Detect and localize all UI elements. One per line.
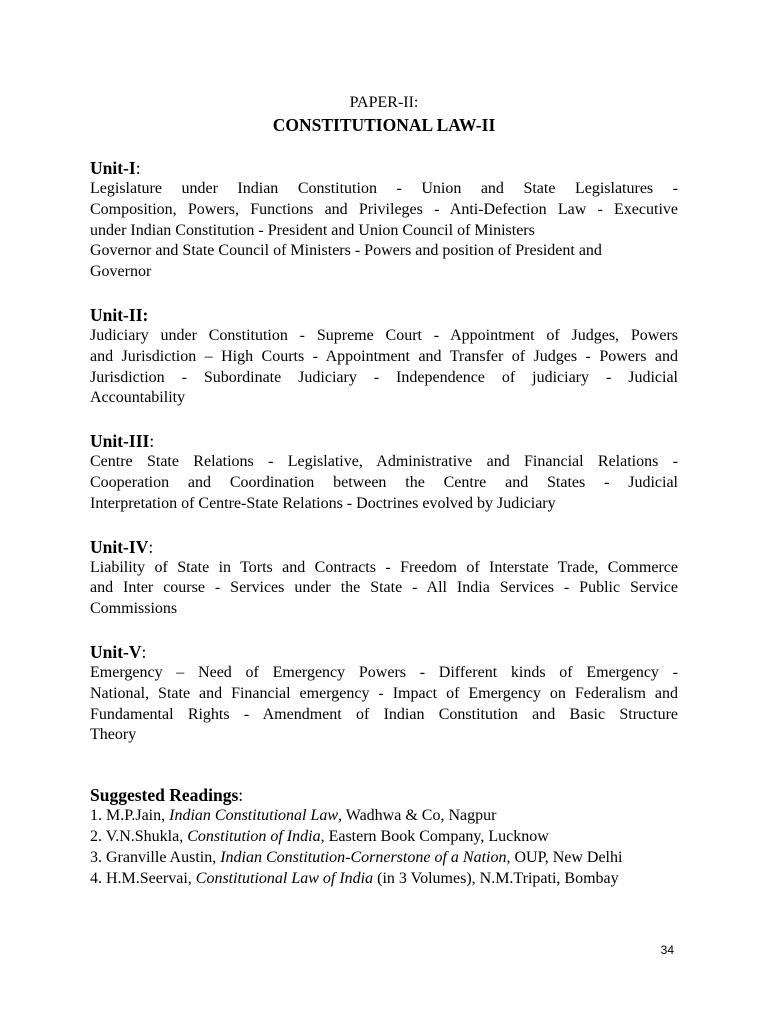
reading-item <box>90 869 678 890</box>
reading-author: H.M.Seervai, <box>106 869 192 887</box>
unit-body-line: under Indian Constitution - President and Union Council of Ministers <box>90 221 535 239</box>
readings-heading <box>90 784 678 806</box>
unit-body-line: Governor <box>90 263 152 281</box>
unit-body <box>90 558 678 620</box>
unit-body-line: Cooperation and Coordination between the Centre and States - Judicial <box>90 473 678 491</box>
unit-title-suffix: : <box>141 641 147 662</box>
reading-item <box>90 806 678 827</box>
unit-4 <box>90 536 678 620</box>
unit-heading <box>90 304 678 326</box>
unit-2 <box>90 304 678 409</box>
unit-body-line: Theory <box>90 726 137 744</box>
reading-item <box>90 827 678 848</box>
unit-body-line: Centre State Relations - Legislative, Administrative and Financial Relations - <box>90 453 678 471</box>
reading-book-title: Constitution of India <box>187 827 321 845</box>
reading-publisher: , Eastern Book Company, Lucknow <box>320 827 549 845</box>
unit-body-line: Commissions <box>90 600 178 618</box>
unit-body-line: Legislature under Indian Constitution - Union and State Legislatures - <box>90 180 678 197</box>
unit-body-line: and Inter course - Services under the State - All India Services - Public Service <box>90 579 678 597</box>
reading-number: 3. <box>90 848 102 866</box>
reading-book-title: Indian Constitutional Law <box>169 807 339 825</box>
document-page <box>90 92 678 889</box>
unit-body-line: Judiciary under Constitution - Supreme Court - Appointment of Judges, Powers <box>90 326 678 344</box>
reading-author: M.P.Jain, <box>106 807 166 825</box>
reading-item <box>90 848 678 869</box>
paper-label: PAPER-II: <box>349 94 419 111</box>
unit-body-line: Accountability <box>90 389 186 407</box>
unit-title: Unit-IV <box>90 536 149 557</box>
page-number: 34 <box>660 943 674 957</box>
unit-1 <box>90 157 678 283</box>
unit-5 <box>90 641 678 746</box>
unit-title: Unit-I <box>90 158 136 178</box>
paper-title: CONSTITUTIONAL LAW-II <box>272 115 496 135</box>
reading-number: 2. <box>90 827 102 845</box>
unit-body <box>90 452 678 514</box>
reading-book-title: Indian Constitution-Cornerstone of a Nation <box>220 848 507 866</box>
unit-body-line: Liability of State in Torts and Contracts - Freedom of Interstate Trade, Commerce <box>90 558 678 576</box>
unit-body-line: and Jurisdiction – High Courts - Appointment and Transfer of Judges - Powers and <box>90 347 678 365</box>
unit-body-line: Emergency – Need of Emergency Powers - Different kinds of Emergency - <box>90 663 678 681</box>
unit-title: Unit-V <box>90 641 142 662</box>
unit-title-suffix: : <box>135 158 141 178</box>
reading-publisher: , Wadhwa & Co, Nagpur <box>338 807 497 825</box>
reading-list <box>90 806 678 889</box>
readings-title-suffix: : <box>238 785 244 806</box>
unit-heading <box>90 536 678 558</box>
reading-publisher: , OUP, New Delhi <box>506 848 623 866</box>
suggested-readings <box>90 784 678 889</box>
unit-3 <box>90 430 678 514</box>
reading-publisher: (in 3 Volumes), N.M.Tripati, Bombay <box>373 869 619 887</box>
reading-number: 4. <box>90 869 102 887</box>
unit-title-suffix: : <box>149 431 155 452</box>
unit-body <box>90 663 678 746</box>
unit-body-line: Interpretation of Centre-State Relations - Doctrines evolved by Judiciary <box>90 494 556 512</box>
unit-body-line: Fundamental Rights - Amendment of Indian Constitution and Basic Structure <box>90 705 678 723</box>
unit-heading <box>90 641 678 663</box>
unit-title: Unit-III <box>90 431 150 452</box>
reading-number: 1. <box>90 807 102 825</box>
reading-author: Granville Austin, <box>106 848 217 866</box>
unit-title: Unit-II: <box>90 304 149 325</box>
unit-title-suffix: : <box>148 536 154 557</box>
readings-title: Suggested Readings <box>90 785 239 806</box>
unit-heading <box>90 430 678 452</box>
unit-body-line: Governor and State Council of Ministers - Powers and position of President and <box>90 242 602 260</box>
reading-book-title: Constitutional Law of India <box>195 869 374 887</box>
unit-body-line: Jurisdiction - Subordinate Judiciary - Independence of judiciary - Judicial <box>90 368 678 386</box>
reading-author: V.N.Shukla, <box>105 827 184 845</box>
unit-body-line: National, State and Financial emergency - Impact of Emergency on Federalism and <box>90 684 678 702</box>
unit-body-line: Composition, Powers, Functions and Privileges - Anti-Defection Law - Executive <box>90 200 678 218</box>
unit-heading <box>90 157 678 179</box>
unit-body <box>90 179 678 283</box>
unit-body <box>90 326 678 409</box>
